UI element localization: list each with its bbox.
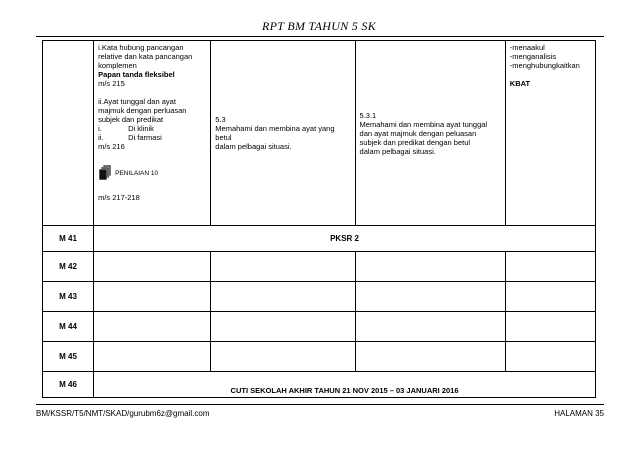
list-item xyxy=(98,133,206,142)
content-cell xyxy=(94,41,211,226)
page-number: HALAMAN 35 xyxy=(554,409,604,418)
week-label: M 42 xyxy=(43,252,94,282)
lesson-plan-table xyxy=(42,40,596,398)
week-label: M 43 xyxy=(43,282,94,312)
content-line: majmuk dengan perluasan xyxy=(98,106,187,115)
week-label: M 44 xyxy=(43,312,94,342)
list-item-text: Di farmasi xyxy=(128,133,162,142)
table-row xyxy=(43,252,596,282)
standard-text: Memahami dan membina ayat tunggal xyxy=(359,119,488,129)
page-ref: m/s 215 xyxy=(98,79,125,88)
week-label: M 46 xyxy=(43,372,94,398)
footer-divider xyxy=(36,404,604,405)
content-line: relative dan kata pancangan xyxy=(98,52,193,61)
document-stack-icon xyxy=(98,165,112,181)
content-line: subjek dan predikat xyxy=(98,115,164,124)
standard-code: 5.3 xyxy=(215,115,226,124)
penilaian-marker xyxy=(98,165,206,181)
skill-item: -menghubungkaitkan xyxy=(509,61,580,70)
activity-title: Papan tanda fleksibel xyxy=(98,70,175,79)
table-row xyxy=(43,282,596,312)
learning-standard-cell xyxy=(355,41,505,226)
standard-code: 5.3.1 xyxy=(359,110,377,120)
standard-text: dan ayat majmuk dengan peluasan xyxy=(359,128,477,138)
skill-item: -menganalisis xyxy=(509,52,557,61)
page-ref: m/s 217-218 xyxy=(98,193,140,202)
page-ref: m/s 216 xyxy=(98,142,125,151)
list-item-number: i. xyxy=(98,124,102,133)
table-row xyxy=(43,312,596,342)
table-row xyxy=(43,342,596,372)
footer-reference: BM/KSSR/T5/NMT/SKAD/gurubm6z@gmail.com xyxy=(36,409,210,418)
list-item xyxy=(98,124,206,133)
skill-item: -menaakul xyxy=(509,43,545,52)
content-line: ii.Ayat tunggal dan ayat xyxy=(98,97,176,106)
table-row xyxy=(43,372,596,398)
holiday-notice: CUTI SEKOLAH AKHIR TAHUN 21 NOV 2015 – 03 JANUARI 2016 xyxy=(94,372,596,398)
table-row xyxy=(43,226,596,252)
week-label: M 45 xyxy=(43,342,94,372)
standard-text: dalam pelbagai situasi. xyxy=(215,142,292,151)
standard-text: subjek dan predikat dengan betul xyxy=(359,137,471,147)
content-line: i.Kata hubung pancangan xyxy=(98,43,184,52)
standard-text: Memahami dan membina ayat yang betul xyxy=(215,124,335,142)
notes-cell xyxy=(505,41,595,226)
pksr-label: PKSR 2 xyxy=(94,226,596,252)
week-label: M 41 xyxy=(43,226,94,252)
standard-content-cell xyxy=(211,41,355,226)
list-item-number: ii. xyxy=(98,133,104,142)
penilaian-label: PENILAIAN 10 xyxy=(115,169,159,177)
standard-text: dalam pelbagai situasi. xyxy=(359,146,436,156)
table-row xyxy=(43,41,596,226)
header-divider xyxy=(36,36,604,37)
page-header-title: RPT BM TAHUN 5 SK xyxy=(262,19,376,33)
content-line: komplemen xyxy=(98,61,137,70)
list-item-text: Di klinik xyxy=(128,124,154,133)
week-cell-empty xyxy=(43,41,94,226)
kbat-label: KBAT xyxy=(509,79,531,88)
